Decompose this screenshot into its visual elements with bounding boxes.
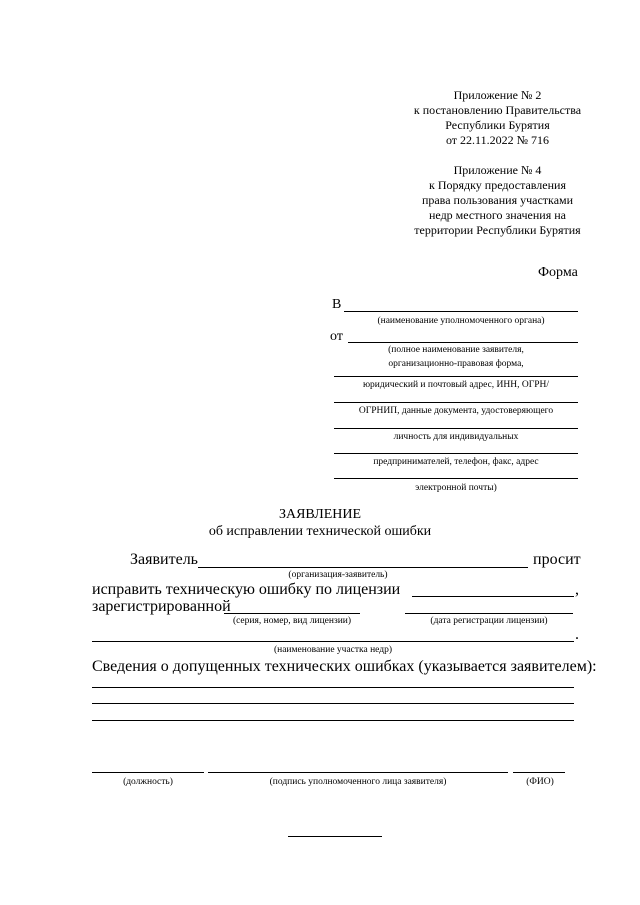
to-field-line xyxy=(344,311,578,312)
errors-heading: Сведения о допущенных технических ошибках (указывается заявителем): xyxy=(92,658,597,675)
appendix-block-2 xyxy=(395,163,600,238)
errors-line xyxy=(92,703,574,704)
errors-line xyxy=(92,720,574,721)
from-field-line xyxy=(334,376,578,377)
appendix-block-1 xyxy=(395,88,600,148)
period: . xyxy=(575,626,579,643)
from-caption: электронной почты) xyxy=(415,483,497,493)
appendix-line: к постановлению Правительства xyxy=(413,103,582,117)
from-field-line xyxy=(348,342,578,343)
plot-caption: (наименование участка недр) xyxy=(273,645,393,655)
from-caption: ОГРНИП, данные документа, удостоверяющего xyxy=(358,406,554,416)
date-field-line xyxy=(405,613,573,614)
document-subtitle: об исправлении технической ошибки xyxy=(208,524,432,539)
date-caption: (дата регистрации лицензии) xyxy=(430,616,548,626)
appendix-line: Республики Бурятия xyxy=(445,118,550,132)
comma: , xyxy=(575,581,579,598)
applicant-field-line xyxy=(198,567,528,568)
signature-caption: (подпись уполномоченного лица заявителя) xyxy=(269,777,447,787)
applicant-caption: (организация-заявитель) xyxy=(288,570,388,580)
position-line xyxy=(92,772,204,773)
to-prefix: В xyxy=(332,297,342,312)
from-caption: организационно-правовая форма, xyxy=(388,359,524,369)
from-field-line xyxy=(334,402,578,403)
from-caption: (полное наименование заявителя, xyxy=(388,345,524,355)
appendix-line: Приложение № 4 xyxy=(453,163,542,177)
registered-label: зарегистрированной xyxy=(92,598,231,615)
position-caption: (должность) xyxy=(123,777,173,787)
appendix-line: Приложение № 2 xyxy=(453,88,542,102)
closing-divider xyxy=(288,836,382,837)
errors-line xyxy=(92,687,574,688)
document-title: ЗАЯВЛЕНИЕ xyxy=(278,507,362,522)
name-line xyxy=(513,772,565,773)
license-caption: (серия, номер, вид лицензии) xyxy=(232,616,352,626)
from-prefix: от xyxy=(330,329,343,344)
from-field-line xyxy=(334,478,578,479)
form-label: Форма xyxy=(538,265,578,280)
from-caption: предпринимателей, телефон, факс, адрес xyxy=(373,457,539,467)
name-caption: (ФИО) xyxy=(526,777,554,787)
license-number-line xyxy=(224,613,360,614)
fix-text: исправить техническую ошибку по лицензии xyxy=(92,581,401,598)
appendix-line: территории Республики Бурятия xyxy=(414,223,581,237)
from-caption: юридический и почтовый адрес, ИНН, ОГРН/ xyxy=(362,380,550,390)
from-caption: личность для индивидуальных xyxy=(393,432,519,442)
license-field-line xyxy=(412,596,574,597)
appendix-line: недр местного значения на xyxy=(428,208,566,222)
asks-label: просит xyxy=(533,551,581,568)
applicant-label: Заявитель xyxy=(130,551,198,568)
to-caption: (наименование уполномоченного органа) xyxy=(377,316,545,326)
from-field-line xyxy=(334,428,578,429)
signature-line xyxy=(208,772,508,773)
from-field-line xyxy=(334,453,578,454)
appendix-line: к Порядку предоставления xyxy=(428,178,566,192)
plot-field-line xyxy=(92,641,574,642)
appendix-line: права пользования участками xyxy=(421,193,574,207)
appendix-line: от 22.11.2022 № 716 xyxy=(445,133,550,147)
